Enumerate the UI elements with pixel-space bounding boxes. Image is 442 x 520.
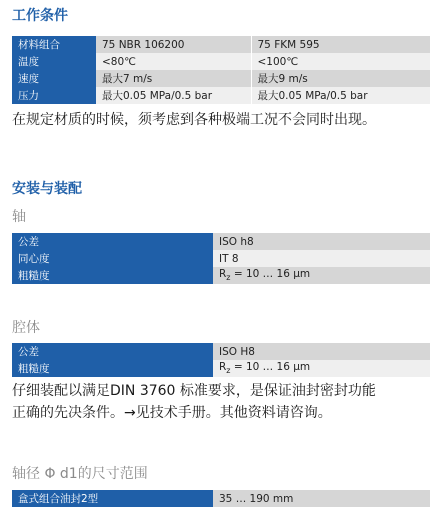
rz-subscript: z: [226, 366, 231, 376]
table-row: [12, 343, 430, 360]
installation-note-line1: 仔细装配以满足DIN 3760 标准要求，是保证油封密封功能: [12, 383, 376, 399]
table-row: [12, 233, 430, 250]
table-row: [12, 360, 430, 377]
cell-value: 最大7 m/s: [96, 70, 251, 87]
cell-value: <80℃: [96, 53, 251, 70]
section-title-operating-conditions: 工作条件: [12, 8, 68, 24]
table-row: [12, 53, 430, 70]
cell-value: 75 NBR 106200: [96, 36, 251, 53]
subtitle-shaft: 轴: [12, 209, 26, 225]
installation-note-line2: 正确的先决条件。→见技术手册。其他资料请咨询。: [12, 405, 332, 421]
table-row: [12, 70, 430, 87]
cell-value: [213, 267, 430, 284]
row-label: 粗糙度: [12, 360, 213, 377]
subtitle-shaft-diameter-range: 轴径 Φ d1的尺寸范围: [12, 466, 148, 482]
housing-table: [12, 343, 430, 377]
subtitle-housing: 腔体: [12, 320, 40, 336]
table-row: [12, 36, 430, 53]
rz-range: = 10 … 16 μm: [230, 268, 311, 281]
shaft-table: [12, 233, 430, 284]
row-label: 盒式组合油封2型: [12, 490, 213, 507]
row-label: 温度: [12, 53, 96, 70]
rz-symbol: R: [219, 361, 227, 374]
section-title-installation: 安装与装配: [12, 181, 82, 197]
table-row: [12, 87, 430, 104]
cell-value: 35 … 190 mm: [213, 490, 430, 507]
rz-subscript: z: [226, 273, 231, 283]
rz-symbol: R: [219, 268, 227, 281]
row-label: 公差: [12, 343, 213, 360]
cell-value: IT 8: [213, 250, 430, 267]
cell-value: 75 FKM 595: [251, 36, 430, 53]
cell-value: ISO H8: [213, 343, 430, 360]
table-row: [12, 267, 430, 284]
row-label: 同心度: [12, 250, 213, 267]
operating-conditions-note: 在规定材质的时候，须考虑到各种极端工况不会同时出现。: [12, 112, 376, 128]
row-label: 速度: [12, 70, 96, 87]
cell-value: [213, 360, 430, 377]
row-label: 粗糙度: [12, 267, 213, 284]
cell-value: <100℃: [251, 53, 430, 70]
size-range-table: [12, 490, 430, 507]
operating-conditions-table: [12, 36, 430, 104]
cell-value: 最大0.05 MPa/0.5 bar: [251, 87, 430, 104]
cell-value: ISO h8: [213, 233, 430, 250]
cell-value: 最大0.05 MPa/0.5 bar: [96, 87, 251, 104]
cell-value: 最大9 m/s: [251, 70, 430, 87]
table-row: [12, 490, 430, 507]
rz-range: = 10 … 16 μm: [230, 361, 311, 374]
table-row: [12, 250, 430, 267]
row-label: 公差: [12, 233, 213, 250]
row-label: 压力: [12, 87, 96, 104]
row-label: 材料组合: [12, 36, 96, 53]
